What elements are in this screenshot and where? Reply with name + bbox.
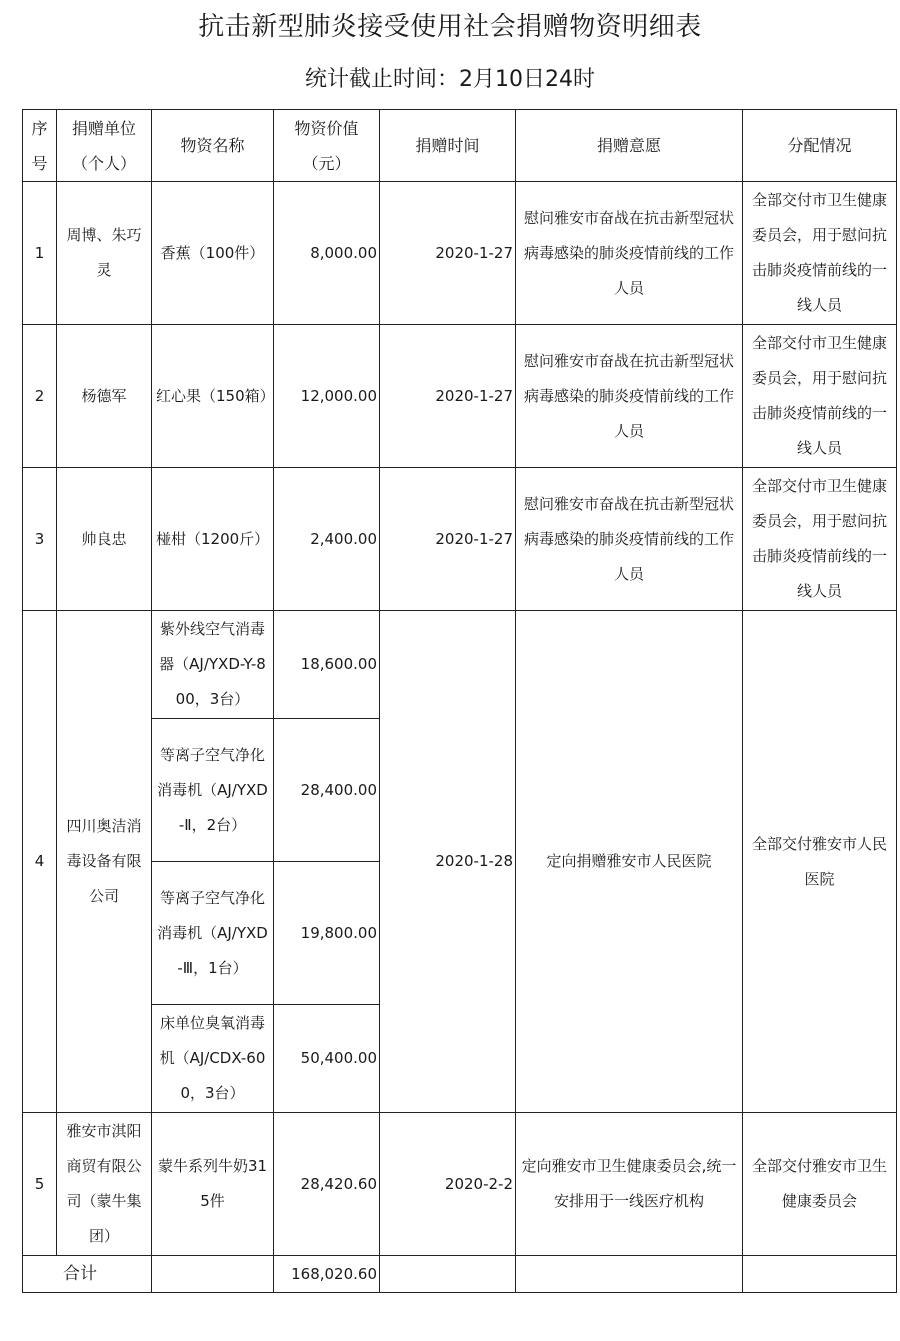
row-item: 床单位臭氧消毒机（AJ/CDX-600，3台）: [152, 1005, 274, 1113]
row-intent: 定向雅安市卫生健康委员会,统一安排用于一线医疗机构: [516, 1113, 743, 1256]
row-item: 紫外线空气消毒器（AJ/YXD-Y-800，3台）: [152, 611, 274, 719]
row-value: 28,400.00: [274, 719, 380, 862]
row-item: 香蕉（100件）: [152, 182, 274, 325]
total-item-empty: [152, 1256, 274, 1293]
row-intent: 慰问雅安市奋战在抗击新型冠状病毒感染的肺炎疫情前线的工作人员: [516, 182, 743, 325]
total-row: [23, 1256, 897, 1293]
header-donor: 捐赠单位（个人）: [57, 110, 152, 182]
row-date: 2020-1-27: [380, 468, 516, 611]
row-donor: 雅安市淇阳商贸有限公司（蒙牛集团）: [57, 1113, 152, 1256]
row-index: 1: [23, 182, 57, 325]
row-index: 5: [23, 1113, 57, 1256]
table-row: [23, 1113, 897, 1256]
row-value: 50,400.00: [274, 1005, 380, 1113]
row-date: 2020-1-27: [380, 325, 516, 468]
row-value: 8,000.00: [274, 182, 380, 325]
total-intent-empty: [516, 1256, 743, 1293]
row-allocation: 全部交付市卫生健康委员会，用于慰问抗击肺炎疫情前线的一线人员: [743, 325, 897, 468]
total-allocation-empty: [743, 1256, 897, 1293]
row-date: 2020-1-27: [380, 182, 516, 325]
table-row: [23, 611, 897, 719]
table-row: [23, 325, 897, 468]
row-date: 2020-1-28: [380, 611, 516, 1113]
row-item: 红心果（150箱）: [152, 325, 274, 468]
header-value: 物资价值（元）: [274, 110, 380, 182]
row-item: 等离子空气净化消毒机（AJ/YXD-Ⅲ，1台）: [152, 862, 274, 1005]
row-donor: 帅良忠: [57, 468, 152, 611]
row-allocation: 全部交付雅安市人民医院: [743, 611, 897, 1113]
row-allocation: 全部交付市卫生健康委员会，用于慰问抗击肺炎疫情前线的一线人员: [743, 468, 897, 611]
row-intent: 慰问雅安市奋战在抗击新型冠状病毒感染的肺炎疫情前线的工作人员: [516, 468, 743, 611]
table-row: [23, 468, 897, 611]
row-donor: 四川奥洁消毒设备有限公司: [57, 611, 152, 1113]
page-title: 抗击新型肺炎接受使用社会捐赠物资明细表: [198, 12, 702, 42]
row-item: 等离子空气净化消毒机（AJ/YXD-Ⅱ，2台）: [152, 719, 274, 862]
row-intent: 定向捐赠雅安市人民医院: [516, 611, 743, 1113]
row-value: 12,000.00: [274, 325, 380, 468]
table-row: [23, 182, 897, 325]
header-date: 捐赠时间: [380, 110, 516, 182]
header-allocation: 分配情况: [743, 110, 897, 182]
header-intent: 捐赠意愿: [516, 110, 743, 182]
row-index: 3: [23, 468, 57, 611]
header-index: 序号: [23, 110, 57, 182]
row-item: 蒙牛系列牛奶315件: [152, 1113, 274, 1256]
row-index: 4: [23, 611, 57, 1113]
donation-table: [22, 109, 897, 1293]
row-intent: 慰问雅安市奋战在抗击新型冠状病毒感染的肺炎疫情前线的工作人员: [516, 325, 743, 468]
header-item: 物资名称: [152, 110, 274, 182]
row-date: 2020-2-2: [380, 1113, 516, 1256]
total-date-empty: [380, 1256, 516, 1293]
total-label: 合计: [23, 1256, 152, 1293]
row-item: 椪柑（1200斤）: [152, 468, 274, 611]
row-value: 18,600.00: [274, 611, 380, 719]
page-subtitle: 统计截止时间：2月10日24时: [305, 67, 595, 92]
row-value: 2,400.00: [274, 468, 380, 611]
row-allocation: 全部交付市卫生健康委员会，用于慰问抗击肺炎疫情前线的一线人员: [743, 182, 897, 325]
row-value: 28,420.60: [274, 1113, 380, 1256]
row-donor: 周博、朱巧灵: [57, 182, 152, 325]
total-value: 168,020.60: [274, 1256, 380, 1293]
row-allocation: 全部交付雅安市卫生健康委员会: [743, 1113, 897, 1256]
row-index: 2: [23, 325, 57, 468]
row-value: 19,800.00: [274, 862, 380, 1005]
row-donor: 杨德军: [57, 325, 152, 468]
header-row: [23, 110, 897, 182]
